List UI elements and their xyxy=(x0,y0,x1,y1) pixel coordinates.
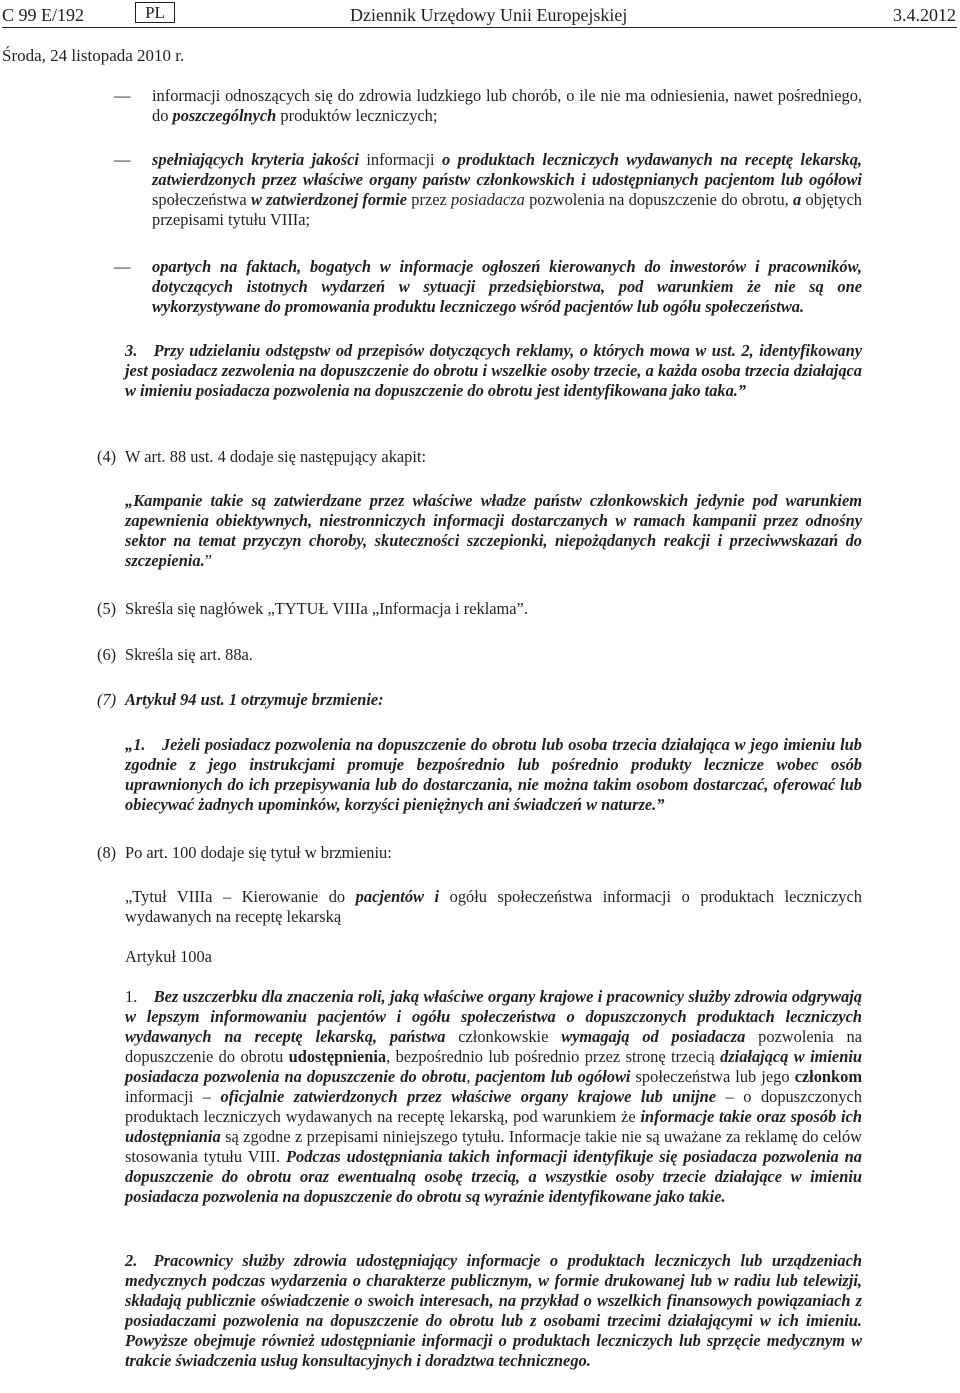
item-number: (6) xyxy=(97,645,117,664)
dash-item xyxy=(152,86,862,126)
text-run: spełniających kryteria jakości xyxy=(152,150,359,169)
text-run: Po art. 100 dodaje się tytuł w brzmieniu: xyxy=(125,843,392,862)
text-run: 1. xyxy=(125,987,154,1006)
text-run: Artykuł 94 ust. 1 otrzymuje brzmienie: xyxy=(125,690,384,709)
text-run: członkom xyxy=(794,1067,862,1086)
text-run: Skreśla się art. 88a. xyxy=(125,645,253,664)
text-run: informacji – xyxy=(125,1087,221,1106)
dash-item xyxy=(152,257,862,317)
text-run: Podczas udostępniania takich informacji identyfikuje się posiadacza pozwolenia na dopuszczenie do obrotu oraz ewentualną osobę trzecią, a wszystkie osoby trzecie działające w imieniu posiadacza pozwolenia na dopuszczenie do obrotu są wyraźnie identyfikowane jako takie. xyxy=(125,1147,862,1206)
item-number: (8) xyxy=(97,843,117,862)
sitting-date: Środa, 24 listopada 2010 r. xyxy=(2,46,185,65)
text-run: , bezpośrednio lub pośrednio przez stronę trzecią xyxy=(386,1047,721,1066)
text-run: 3. Przy udzielaniu odstępstw od przepisów dotyczących reklamy, o których mowa w ust. 2, identyfikowany jest posiadacz zezwolenia na dopuszczenie do obrotu i wszelkie osoby trzecie, a każda osoba trzecia działająca w imieniu posiadacza pozwolenia na dopuszczenie do obrotu jest identyfikowana jako taka.” xyxy=(125,341,862,400)
item-7-text xyxy=(125,690,384,710)
language-code-box: PL xyxy=(135,2,175,23)
dash-marker: — xyxy=(114,257,131,276)
text-run: ogółu społeczeństwa informacji o produktach leczniczych wydawanych na receptę lekarską xyxy=(125,887,862,926)
item-6-text xyxy=(125,645,253,665)
text-run: – o dopuszczonych produktach leczniczych wydawanych na receptę lekarską, pod warunkiem że xyxy=(125,1087,863,1126)
text-run: informacji xyxy=(358,150,442,169)
dash-item xyxy=(152,150,862,230)
item-4-text xyxy=(125,447,426,467)
text-run: „Tytuł VIIIa – Kierowanie do xyxy=(125,887,356,906)
publication-date: 3.4.2012 xyxy=(893,5,956,25)
text-run: pozwolenia na dopuszczenie do obrotu, xyxy=(524,190,794,209)
text-run: pozwolenia na dopuszczenie do obrotu xyxy=(125,1027,862,1066)
text-run: udostępnienia xyxy=(288,1047,387,1066)
text-run: przez xyxy=(407,190,452,209)
text-run: ” xyxy=(204,551,212,570)
paragraph-3 xyxy=(125,341,862,401)
text-run: w zatwierdzonej formie xyxy=(250,190,408,209)
article-100a-paragraph-1 xyxy=(125,987,862,1207)
page-header xyxy=(2,2,956,24)
quote-item-4 xyxy=(125,491,862,571)
journal-title: Dziennik Urzędowy Unii Europejskiej xyxy=(350,5,628,25)
text-run: społeczeństwa lub jego xyxy=(630,1067,795,1086)
text-run: a xyxy=(793,190,802,209)
quote-item-7 xyxy=(125,735,862,815)
article-100a-paragraph-2 xyxy=(125,1251,862,1371)
text-run: pacjentom lub ogółowi xyxy=(475,1067,631,1086)
text-run: 2. Pracownicy służby zdrowia udostępniający informacje o produktach leczniczych lub urządzeniach medycznych podczas wydarzenia o charakterze publicznym, w formie drukowanej lub w radiu lub telewizji, składają publicznie oświadczenie o swoich interesach, na przykład o wszelkich finansowych powiązaniach z posiadaczami pozwolenia na dopuszczenie do obrotu lub z osobami trzecimi działającymi w ich imieniu. Powyższe obejmuje również udostępnianie informacji o produktach leczniczych lub sprzęcie medycznym w trakcie świadczenia usług konsultacyjnych i doradztwa technicznego. xyxy=(125,1251,862,1370)
item-5-text xyxy=(125,599,528,619)
text-run: W art. 88 ust. 4 dodaje się następujący akapit: xyxy=(125,447,427,466)
item-8-text xyxy=(125,843,392,863)
text-run: produktów leczniczych; xyxy=(276,106,438,125)
oj-reference: C 99 E/192 xyxy=(2,5,85,25)
text-run: opartych na faktach, bogatych w informacje ogłoszeń kierowanych do inwestorów i pracowników, dotyczących istotnych wydarzeń w sytuacji przedsiębiorstwa, pod warunkiem że nie są one wykorzystywane do promowania produktu leczniczego wśród pacjentów lub ogółu społeczeństwa. xyxy=(152,257,862,316)
text-run: , xyxy=(466,1067,476,1086)
text-run: wymagają od posiadacza xyxy=(561,1027,746,1046)
text-run: członkowskie xyxy=(445,1027,562,1046)
text-run: społeczeństwa xyxy=(152,190,251,209)
text-run: informacji odnoszących się do zdrowia ludzkiego lub chorób, o ile nie ma odniesienia, nawet pośredniego, do xyxy=(152,86,862,125)
text-run: o produktach leczniczych wydawanych na receptę lekarską, zatwierdzonych przez właściwe organy państw członkowskich i udostępnianych pacjentom lub ogółowi xyxy=(152,150,862,189)
text-run: działającą w imieniu posiadacza pozwolenia na dopuszczenie do obrotu xyxy=(125,1047,862,1086)
title-viiia xyxy=(125,887,862,927)
dash-marker: — xyxy=(114,86,131,105)
dash-marker: — xyxy=(114,150,131,169)
text-run: „1. Jeżeli posiadacz pozwolenia na dopuszczenie do obrotu lub osoba trzecia działająca w jego imieniu lub zgodnie z jego instrukcjami promuje bezpośrednio lub pośrednio produkty lecznicze wobec osób uprawnionych do ich przepisywania lub do dostarczania, nie można takim osobom dostarczać, oferować lub obiecywać żadnych upominków, korzyści pieniężnych ani świadczeń w naturze.” xyxy=(125,735,862,814)
text-run: Artykuł 100a xyxy=(125,947,212,966)
text-run: Bez uszczerbku dla znaczenia roli, jaką właściwe organy krajowe i pracownicy służby zdrowia odgrywają w lepszym informowaniu pacjentów i ogółu społeczeństwa o dopuszczonych produktach leczniczych wydawanych na receptę lekarską, państwa xyxy=(125,987,862,1046)
text-run: pacjentów i xyxy=(355,887,440,906)
item-number: (7) xyxy=(97,690,117,709)
text-run: Skreśla się nagłówek „TYTUŁ VIIIa „Informacja i reklama”. xyxy=(125,599,528,618)
text-run: poszczególnych xyxy=(172,106,277,125)
header-rule xyxy=(2,27,957,28)
text-run: są zgodne z przepisami niniejszego tytułu. Informacje takie nie są uważane za reklamę do celów stosowania tytułu VIII. xyxy=(125,1127,862,1166)
article-100a-heading xyxy=(125,947,862,967)
text-run: informacje takie oraz sposób ich udostępniania xyxy=(125,1107,862,1146)
text-run: posiadacza xyxy=(451,190,525,209)
text-run: oficjalnie zatwierdzonych przez właściwe organy krajowe lub unijne xyxy=(220,1087,717,1106)
item-number: (4) xyxy=(97,447,117,466)
item-number: (5) xyxy=(97,599,117,618)
text-run: objętych przepisami tytułu VIIIa; xyxy=(152,190,862,229)
text-run: „Kampanie takie są zatwierdzane przez właściwe władze państw członkowskich jedynie pod warunkiem zapewnienia obiektywnych, niestronniczych informacji dostarczanych w ramach kampanii przez odnośny sektor na temat przyczyn choroby, skuteczności szczepionki, niepożądanych reakcji i przeciwwskazań do szczepienia. xyxy=(125,491,862,570)
